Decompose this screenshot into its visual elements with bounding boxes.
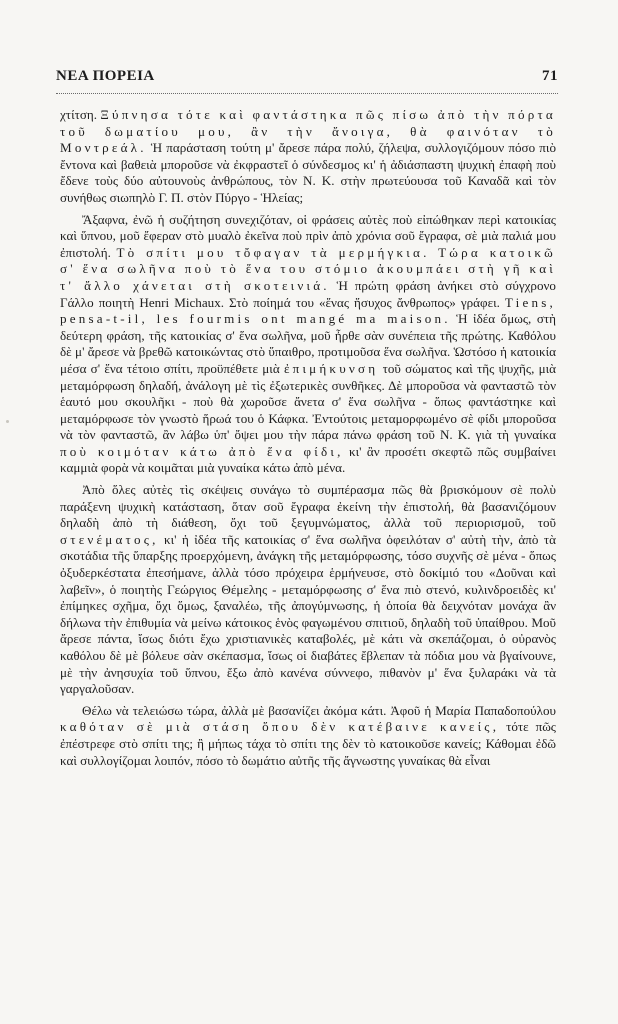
spaced-text-run: ἐπιμήκυνση — [283, 360, 379, 376]
page-number: 71 — [542, 68, 558, 84]
header-rule — [56, 93, 558, 94]
text-run: Ἡ πρώτη φράση ἀνήκει στὸ σύγχρονο Γάλλο ποιητὴ Henri Michaux. Στὸ ποίημά του «ἕνας ἥσυχος ἄνθρωπος» γράφει. — [60, 277, 556, 310]
body-text — [60, 107, 556, 988]
spaced-text-run: Ξύπνησα τότε καὶ φαντάστηκα πῶς πίσω ἀπὸ τὴν πόρτα τοῦ δωματίου μου, ἂν τὴν ἄνοιγα, θὰ φαινόταν τὸ Μοντρεάλ. — [60, 107, 556, 156]
text-run: Ἡ ἰδέα ὅμως, στὴ δεύτερη φράση, τῆς κατοικίας σ' ἕνα σωλῆνα, μοῦ ἦρθε σὰν συνέπεια τῆς πρώτης. Καθόλου δὲ μ' ἄρεσε νὰ βρεθῶ κατοικώντας στὸ ὕπαιθρο, προτιμοῦσα ἕνα σωλῆνα. Ὡστόσο ἡ κατοικία μέσα σ' ἕνα τέτοιο σπίτι, προϋπέθετε μιὰ — [60, 311, 556, 376]
spaced-text-run: καθόταν σὲ μιὰ στάση ὅπου δὲν κατέβαινε κανείς, — [60, 719, 500, 735]
paragraph — [60, 482, 556, 698]
paragraph — [60, 212, 556, 478]
text-run: Ἄξαφνα, ἐνῶ ἡ συζήτηση συνεχιζόταν, οἱ φράσεις αὐτὲς ποὺ εἰπώθηκαν περὶ κατοικίας καὶ ὕπνου, μοῦ ἔφεραν στὸ μυαλὸ ἐκεῖνα ποὺ πρὶν ἀπὸ χρόνια σοῦ ἔγραφα, σὲ μιὰ παλιά μου ἐπιστολή. — [60, 211, 556, 260]
text-run: Ἀπὸ ὅλες αὐτὲς τὶς σκέψεις συνάγω τὸ συμπέρασμα πῶς θὰ βρισκόμουν σὲ πολὺ παράξενη ψυχικὴ κατάσταση, ὅταν σοῦ ἔγραφα ἐκείνη τὴν ἐπιστολή, θὰ βασανιζόμουν δηλαδὴ ἀπὸ τὴ διάθεση, ὄχι τοῦ ξεγυμνώματος, ἀλλὰ τοῦ περιορισμοῦ, τοῦ — [60, 482, 556, 531]
text-run: χτίτση. — [60, 107, 101, 122]
spaced-text-run: Τὸ σπίτι μου τὄφαγαν τὰ μερμήγκια. Τώρα κατοικῶ σ' ἕνα σωλῆνα ποὺ τὸ ἕνα του στόμιο ἀκουμπάει στὴ γῆ καὶ τ' ἄλλο χάνεται στὴ σκοτεινιά. — [60, 244, 556, 293]
paragraph — [60, 703, 556, 769]
text-run: Θέλω νὰ τελειώσω τώρα, ἀλλὰ μὲ βασανίζει ἀκόμα κάτι. Ἀφοῦ ἡ Μαρία Παπαδοπούλου — [82, 702, 556, 718]
spaced-text-run: ποὺ κοιμόταν κάτω ἀπὸ ἕνα φίδι, — [60, 443, 344, 459]
spaced-text-run: στενέματος, — [60, 531, 159, 547]
running-title: ΝΕΑ ΠΟΡΕΙΑ — [56, 68, 155, 84]
text-run: Ἡ παράσταση τούτη μ' ἄρεσε πάρα πολύ, ζήλεψα, συλλογιζόμουν πόσο πιὸ ἔντονα καὶ βαθειὰ μποροῦσε νὰ ἐκφραστεῖ ὁ σύνδεσμος κι' ἡ ἀδιάσπαστη ψυχικὴ ἐπαφὴ ποὺ ἔδενε τοὺς δύο αὐτουνοὺς ἀνθρώπους, τὸν Ν. Κ. στὴν πρωτεύουσα τοῦ Καναδᾶ καὶ τὸν συνήθως σιωπηλὸ Γ. Π. στὸν Πύργο - Ἡλείας; — [60, 140, 556, 205]
scan-speck — [6, 420, 9, 423]
text-run: τοῦ σώματος καὶ τῆς ψυχῆς, μιὰ μεταμόρφωση δηλαδή, ἀνάλογη μὲ τὶς ἐξωτερικὲς συνθῆκες. Δὲ μποροῦσα νὰ φανταστῶ τὸν ἑαυτό μου σκουλῆκι - ποὺ θὰ χωροῦσε ἄνετα σ' ἕνα σωλῆνα - ὅπως φαντάστηκε καὶ μεταμόρφωσε τὸν γνωστὸ ἥρωά του ὁ Κάφκα. Ἐντούτοις μεταμορφωμένο σὲ φίδι μποροῦσα νὰ τὸν φανταστῶ, ἂν λάβω ὑπ' ὄψει μου τὴν πάρα πάνω φράση τοῦ Ν. Κ. γιὰ τὴ γυναίκα — [60, 360, 556, 443]
text-run: κι' ἂν προσέτι σκεφτῶ πῶς συμβαίνει καμμιὰ φορὰ νὰ κοιμᾶται μιὰ γυναίκα κάτω ἀπὸ μένα. — [60, 443, 556, 476]
page-header — [56, 68, 558, 88]
text-run: τότε πῶς ἐπέστρεφε στὸ σπίτι της; ἢ μήπως τάχα τὸ σπίτι της δὲν τὸ κατοικοῦσε κανείς; Κάθομαι ἐδῶ καὶ συλλογίζομαι λοιπόν, πόσο τὸ δωμάτιο αὐτῆς τῆς ἄγνωστης γυναίκας θὰ εἶναι — [60, 719, 556, 768]
spaced-text-run: Tiens, pensa-t-il, les fourmis ont mangé ma maison. — [60, 294, 556, 327]
paragraph — [60, 107, 556, 207]
text-run: κι' ἡ ἰδέα τῆς κατοικίας σ' ἕνα σωλῆνα ὀφειλόταν σ' αὐτὴ τὴν, ἀπὸ τὰ σκοτάδια τῆς ὕπαρξης προερχόμενη, ἀνάγκη τῆς μεταμόρφωσης, τόσο συχνῆς σὲ μένα - ὅπως ὀξυδερκέστατα ἐπεσήμανε, ἀλλὰ τόσο πρόχειρα ἑρμήνευσε, στὸ δοκίμιό του «Δοῦναι καὶ λαβεῖν», ὁ ποιητὴς Γεώργιος Θέμελης - μεταμόρφωσης σ' ἕνα πιὸ στενό, κυλινδροειδὲς κι' ἐπίμηκες σχῆμα, ὄχι ὅμως, ξαναλέω, τῆς ἀπογύμνωσης, ἡ ὁποία θὰ δειχνόταν μονάχα ἂν δήλωνα τὴν ἐπιθυμία νὰ μείνω κάτοικος ἑνὸς φαγωμένου σπιτιοῦ, δηλαδὴ τοῦ ὑπαίθρου. Μοῦ ἄρεσε πάντα, ἴσως διότι ἔχω χριστιανικὲς καταβολές, μὲ κάτι νὰ σκεπάζομαι, ὁ οὐρανὸς καθόλου δὲ μὲ βόλευε σὰν σκέπασμα, ἴσως οἱ διαβάτες ἔβλεπαν τὰ πόδια μου νὰ βγαίνουνε, μὲ τὴν ἀνησυχία τοῦ ὕπνου, ἔξω ἀπὸ κανένα σύννεφο, πιθανὸν μ' ἕνα ξυλαράκι νὰ τὰ γαργαλοῦσαν. — [60, 531, 556, 697]
